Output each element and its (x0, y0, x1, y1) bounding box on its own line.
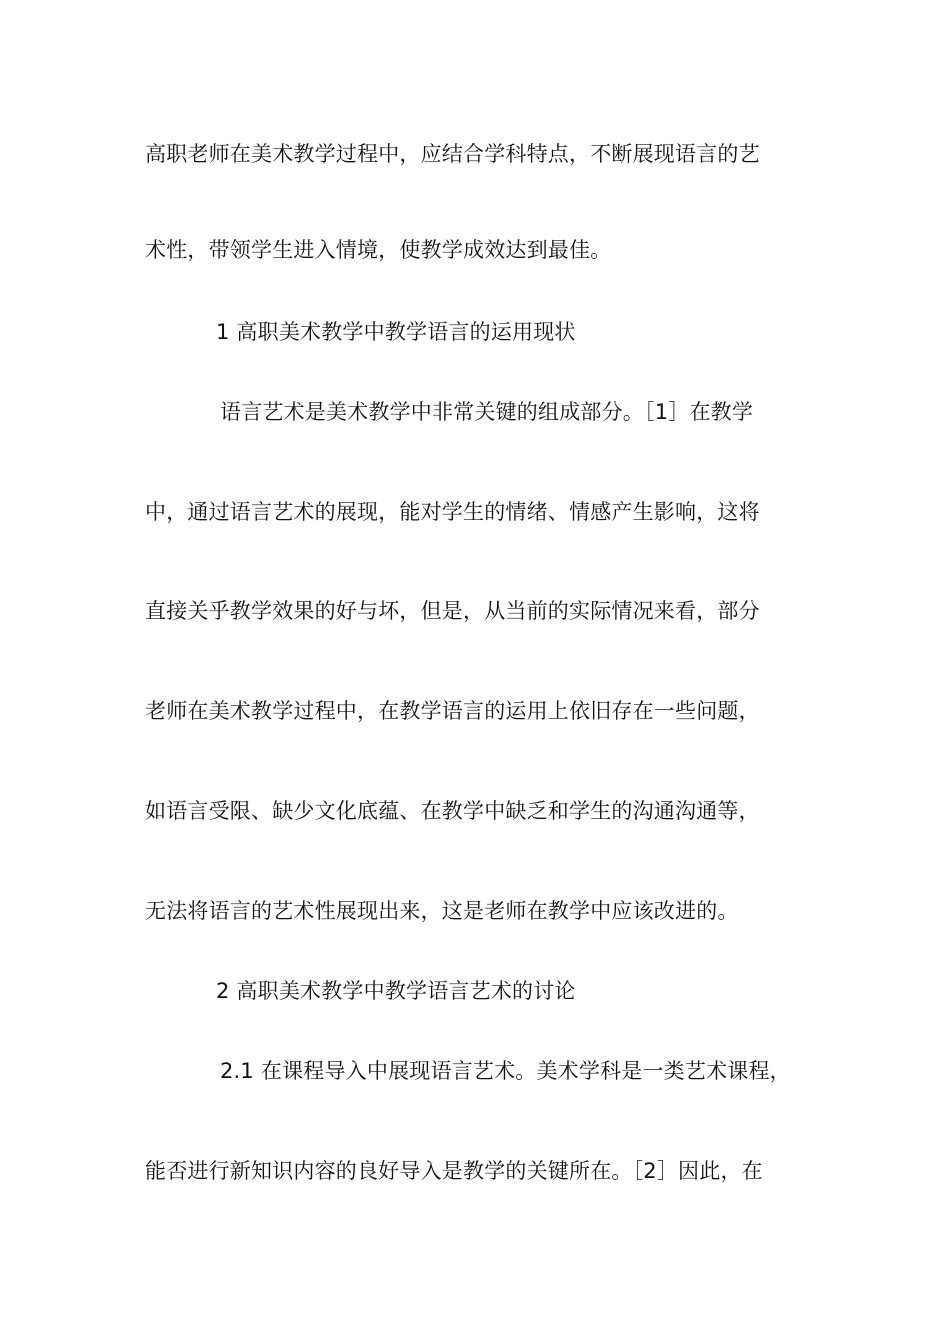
body-text-line: 无法将语言的艺术性展现出来，这是老师在教学中应该改进的。 (145, 899, 739, 923)
body-text-line: 高职老师在美术教学过程中，应结合学科特点，不断展现语言的艺 (145, 142, 760, 166)
body-text-line: 中，通过语言艺术的展现，能对学生的情绪、情感产生影响，这将 (145, 500, 760, 524)
paragraph-start-line: 语言艺术是美术教学中非常关键的组成部分。［1］在教学 (220, 400, 754, 424)
body-text-line: 直接关乎教学效果的好与坏，但是，从当前的实际情况来看，部分 (145, 599, 760, 623)
body-text-line: 术性，带领学生进入情境，使教学成效达到最佳。 (145, 238, 612, 262)
section-heading-2: 2 高职美术教学中教学语言艺术的讨论 (216, 979, 576, 1003)
body-text-line: 老师在美术教学过程中，在教学语言的运用上依旧存在一些问题， (145, 699, 760, 723)
section-heading-1: 1 高职美术教学中教学语言的运用现状 (216, 320, 576, 344)
paragraph-start-line: 2.1 在课程导入中展现语言艺术。美术学科是一类艺术课程， (220, 1059, 791, 1083)
body-text-line: 如语言受限、缺少文化底蕴、在教学中缺乏和学生的沟通沟通等， (145, 799, 760, 823)
body-text-line: 能否进行新知识内容的良好导入是教学的关键所在。［2］因此，在 (145, 1159, 763, 1183)
